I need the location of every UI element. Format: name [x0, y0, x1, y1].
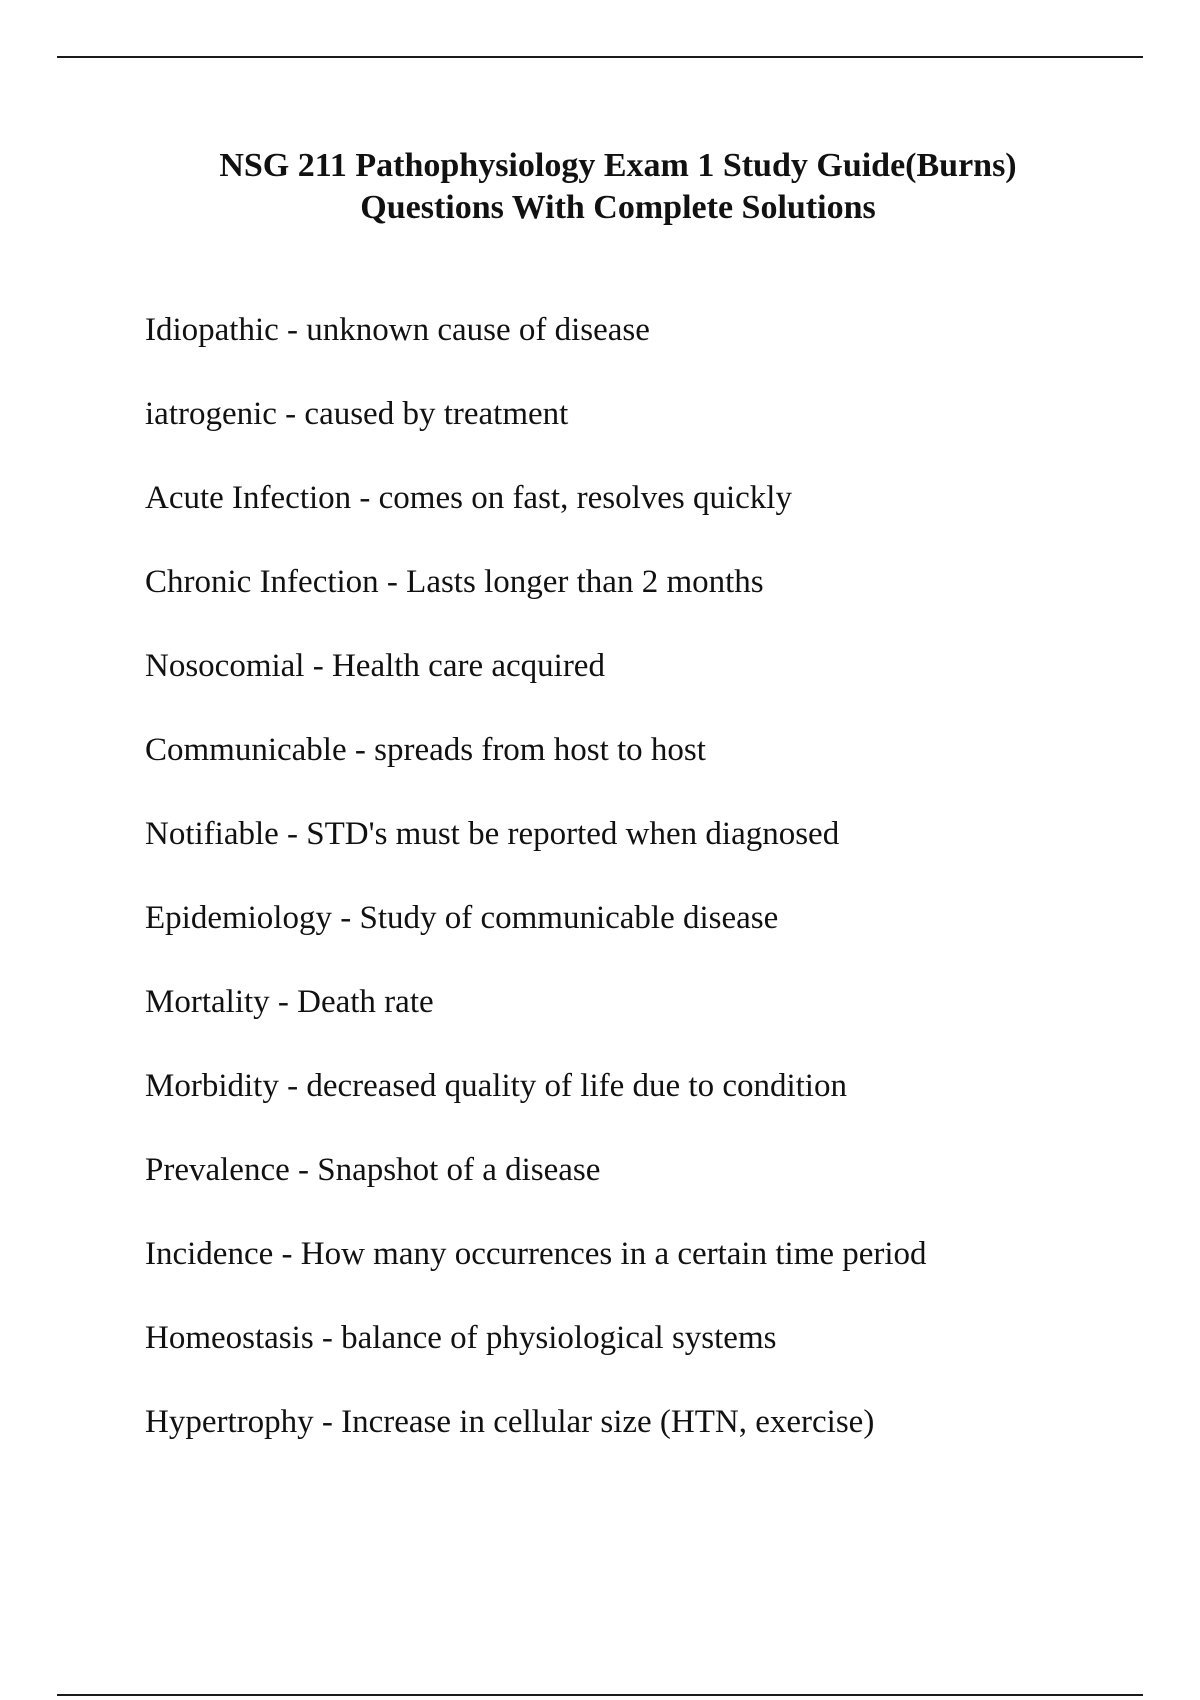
term-homeostasis: Homeostasis - balance of physiological systems: [145, 1320, 777, 1356]
top-rule: [57, 56, 1143, 58]
bottom-rule: [57, 1694, 1143, 1696]
term-idiopathic: Idiopathic - unknown cause of disease: [145, 312, 650, 348]
term-chronic-infection: Chronic Infection - Lasts longer than 2 months: [145, 564, 764, 600]
title-line-2: Questions With Complete Solutions: [360, 189, 876, 226]
document-title: [0, 145, 1200, 229]
term-iatrogenic: iatrogenic - caused by treatment: [145, 396, 569, 432]
term-nosocomial: Nosocomial - Health care acquired: [145, 648, 605, 684]
title-line-1: NSG 211 Pathophysiology Exam 1 Study Guide(Burns): [219, 147, 1017, 184]
term-communicable: Communicable - spreads from host to host: [145, 732, 706, 768]
term-hypertrophy: Hypertrophy - Increase in cellular size (HTN, exercise): [145, 1404, 875, 1440]
term-list: [145, 311, 927, 1487]
term-morbidity: Morbidity - decreased quality of life due to condition: [145, 1068, 847, 1104]
term-prevalence: Prevalence - Snapshot of a disease: [145, 1152, 601, 1188]
term-incidence: Incidence - How many occurrences in a certain time period: [145, 1236, 927, 1272]
term-mortality: Mortality - Death rate: [145, 984, 434, 1020]
term-epidemiology: Epidemiology - Study of communicable disease: [145, 900, 779, 936]
term-notifiable: Notifiable - STD's must be reported when diagnosed: [145, 816, 840, 852]
term-acute-infection: Acute Infection - comes on fast, resolves quickly: [145, 480, 792, 516]
